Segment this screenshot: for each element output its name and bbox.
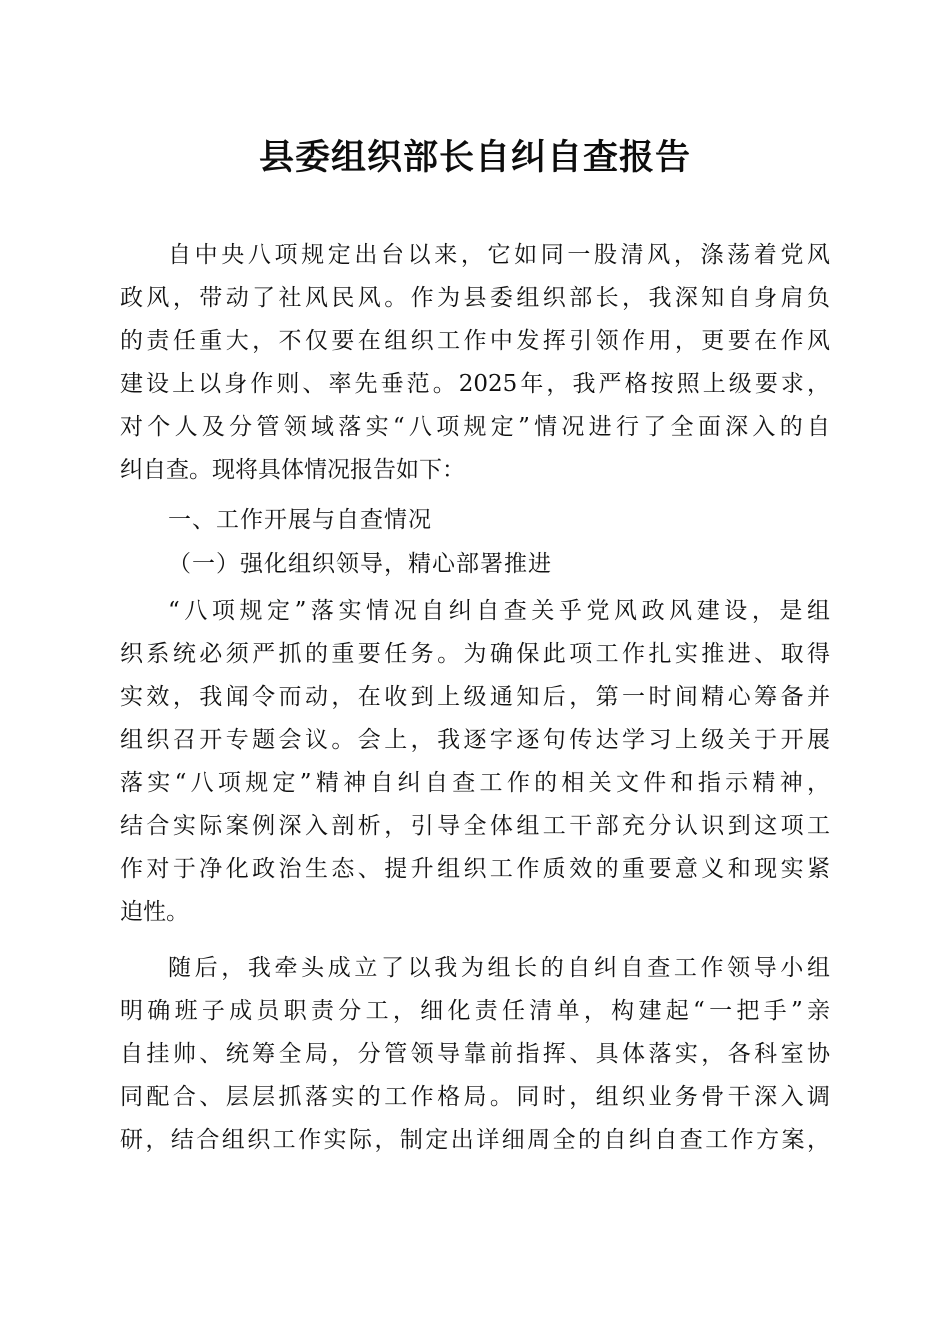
paragraph-line: 同配合、层层抓落实的工作格局。同时，组织业务骨干深入调 bbox=[120, 1084, 830, 1110]
intro-line: 的责任重大，不仅要在组织工作中发挥引领作用，更要在作风 bbox=[120, 328, 830, 354]
paragraph-line: 实效，我闻令而动，在收到上级通知后，第一时间精心筹备并 bbox=[120, 684, 830, 710]
section-heading: 一、工作开展与自查情况 bbox=[168, 507, 432, 533]
paragraph-line: 织系统必须严抓的重要任务。为确保此项工作扎实推进、取得 bbox=[120, 641, 830, 667]
paragraph-line: 落实“八项规定”精神自纠自查工作的相关文件和指示精神， bbox=[120, 770, 830, 796]
subsection-heading: （一）强化组织领导，精心部署推进 bbox=[168, 551, 552, 577]
intro-line: 政风，带动了社风民风。作为县委组织部长，我深知自身肩负 bbox=[120, 285, 830, 311]
intro-line: 对个人及分管领域落实“八项规定”情况进行了全面深入的自 bbox=[120, 414, 830, 440]
paragraph-line: 迫性。 bbox=[120, 899, 189, 925]
paragraph-line: 明确班子成员职责分工，细化责任清单，构建起“一把手”亲 bbox=[120, 998, 830, 1024]
paragraph-line: 研，结合组织工作实际，制定出详细周全的自纠自查工作方案， bbox=[120, 1127, 830, 1153]
document-title: 县委组织部长自纠自查报告 bbox=[258, 137, 691, 178]
intro-line: 纠自查。现将具体情况报告如下： bbox=[120, 457, 465, 483]
paragraph-line: 作对于净化政治生态、提升组织工作质效的重要意义和现实紧 bbox=[120, 856, 830, 882]
paragraph-line: 组织召开专题会议。会上，我逐字逐句传达学习上级关于开展 bbox=[120, 727, 830, 753]
paragraph-line: “八项规定”落实情况自纠自查关乎党风政风建设，是组 bbox=[168, 598, 830, 624]
intro-line: 建设上以身作则、率先垂范。2025年，我严格按照上级要求， bbox=[120, 371, 830, 397]
intro-line: 自中央八项规定出台以来，它如同一股清风，涤荡着党风 bbox=[168, 242, 830, 268]
paragraph-line: 结合实际案例深入剖析，引导全体组工干部充分认识到这项工 bbox=[120, 813, 830, 839]
paragraph-line: 自挂帅、统筹全局，分管领导靠前指挥、具体落实，各科室协 bbox=[120, 1041, 830, 1067]
paragraph-line: 随后，我牵头成立了以我为组长的自纠自查工作领导小组 bbox=[168, 955, 830, 981]
